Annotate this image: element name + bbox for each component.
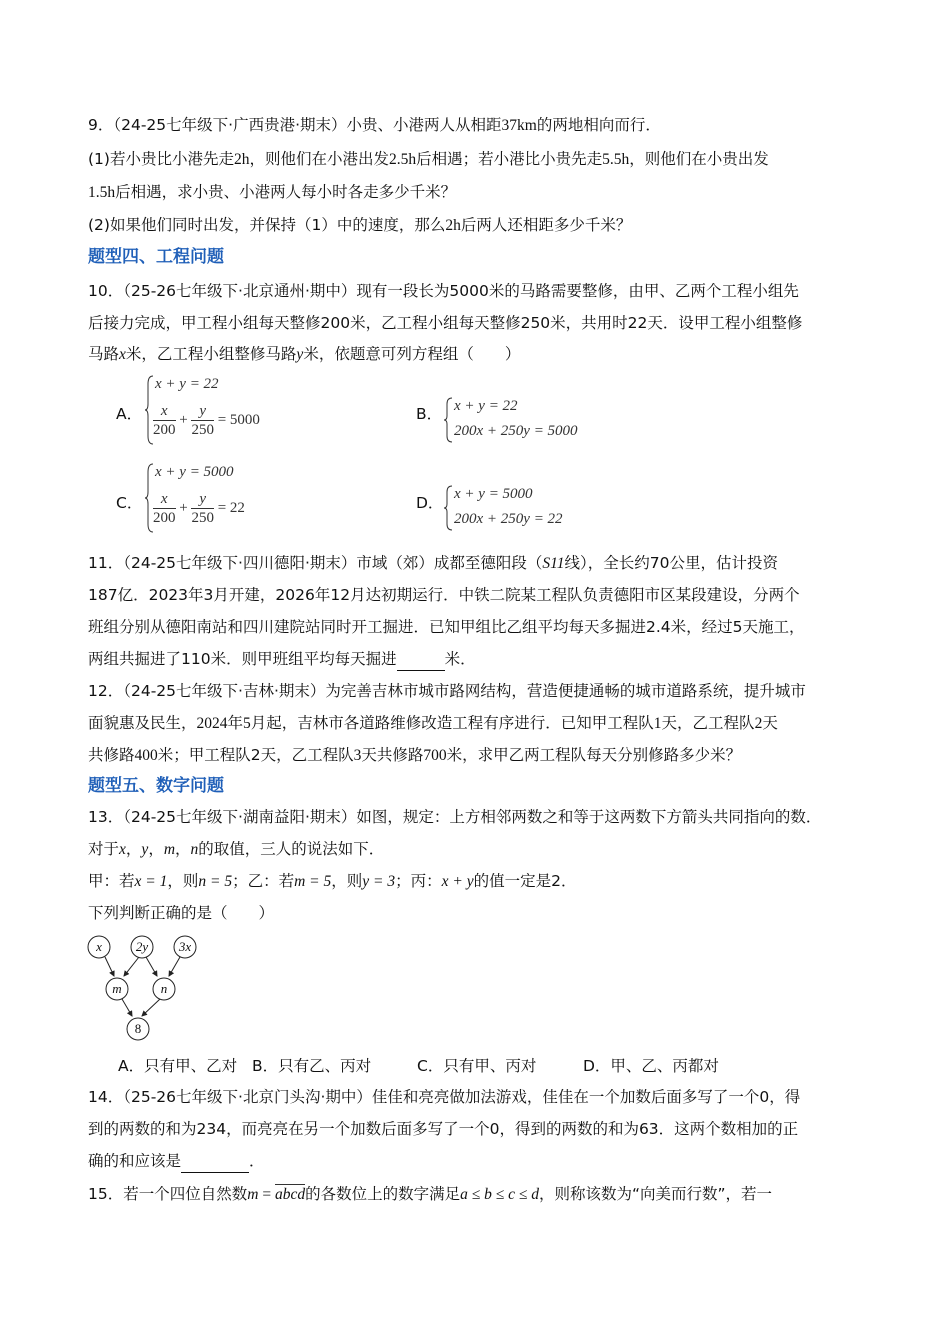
q10-c-frac-x-num: x — [153, 490, 176, 509]
q10-c-plus: + — [179, 499, 188, 516]
q9-part1-cont: 1.5h后相遇，求小贵、小港两人每小时各走多少千米？ — [88, 183, 457, 201]
q10-option-d-label[interactable]: D． — [416, 494, 444, 512]
q10-d-eq1: x + y = 5000 — [454, 486, 533, 502]
q13-option-a[interactable]: A．只有甲、乙对 — [118, 1057, 238, 1075]
q10-a-frac-x-den: 200 — [153, 422, 176, 438]
q13-option-d[interactable]: D．甲、乙、丙都对 — [583, 1057, 719, 1075]
q10-c-frac-y-den: 250 — [191, 510, 214, 526]
node-x-label: x — [96, 939, 102, 954]
q10-c-rhs: = 22 — [217, 499, 245, 516]
q13-line3: 甲：若x = 1，则n = 5；乙：若m = 5，则y = 3；丙：x + y的值一定是2． — [88, 872, 577, 890]
q13-line2: 对于x，y，m，n的取值，三人的说法如下． — [88, 840, 385, 858]
q15-line1: 15．若一个四位自然数m = abcd的各数位上的数字满足a ≤ b ≤ c ≤ d，则称该数为“向美而行数”，若一 — [88, 1185, 773, 1203]
q11-line2: 187亿．2023年3月开建，2026年12月达初期运行．中铁二院某工程队负责德阳市区某段建设，分两个 — [88, 586, 800, 604]
q9-part2: (2)如果他们同时出发，并保持（1）中的速度，那么2h后两人还相距多少千米？ — [88, 216, 632, 234]
q10-option-b-label[interactable]: B． — [416, 405, 443, 423]
node-n-label: n — [160, 981, 168, 996]
node-2y-label: 2y — [135, 939, 149, 954]
q10-b-eq2: 200x + 250y = 5000 — [454, 423, 578, 439]
q13-line4: 下列判断正确的是（ ） — [88, 904, 275, 922]
q10-line1: 10．（25-26七年级下·北京通州·期中）现有一段长为5000米的马路需要整修，由甲、乙两个工程小组先 — [88, 282, 799, 300]
heading-number: 题型五、数字问题 — [88, 776, 224, 796]
q9-part1: (1)若小贵比小港先走2h，则他们在小港出发2.5h后相遇；若小港比小贵先走5.5h，则他们在小贵出发 — [88, 150, 769, 168]
q10-c-frac-x-den: 200 — [153, 510, 176, 526]
q10-c-frac-y-num: y — [191, 490, 214, 509]
q10-option-b-system — [444, 396, 614, 446]
q10-a-plus: + — [179, 411, 188, 428]
q10-option-a-system — [145, 374, 305, 446]
q11-line3: 班组分别从德阳南站和四川建院站同时开工掘进．已知甲组比乙组平均每天多掘进2.4米，经过5天施工， — [88, 618, 805, 636]
q10-a-eq1: x + y = 22 — [155, 376, 219, 392]
q10-option-c-label[interactable]: C． — [116, 494, 143, 512]
q13-diagram — [84, 933, 224, 1045]
q13-line1: 13．（24-25七年级下·湖南益阳·期末）如图，规定：上方相邻两数之和等于这两数下方箭头共同指向的数． — [88, 808, 822, 826]
node-8-label: 8 — [134, 1021, 142, 1036]
q10-line2: 后接力完成，甲工程小组每天整修200米，乙工程小组每天整修250米，共用时22天．设甲工程小组整修 — [88, 314, 803, 332]
node-m-label: m — [112, 981, 122, 996]
q9-line1: 9．（24-25七年级下·广西贵港·期末）小贵、小港两人从相距37km的两地相向而行． — [88, 116, 661, 134]
q12-line3: 共修路400米；甲工程队2天，乙工程队3天共修路700米，求甲乙两工程队每天分别修路多少米？ — [88, 746, 742, 764]
q10-a-rhs: = 5000 — [217, 411, 260, 428]
q10-c-eq1: x + y = 5000 — [155, 464, 234, 480]
brace-icon — [444, 396, 454, 444]
node-3x-label: 3x — [178, 939, 192, 954]
answer-blank[interactable] — [181, 1150, 249, 1173]
q12-line2: 面貌惠及民生，2024年5月起，吉林市各道路维修改造工程有序进行．已知甲工程队1天，乙工程队2天 — [88, 714, 778, 732]
overline-digits: abcd — [274, 1186, 306, 1203]
answer-blank[interactable] — [397, 648, 445, 671]
q10-option-d-system — [444, 484, 614, 534]
q14-line1: 14．（25-26七年级下·北京门头沟·期中）佳佳和亮亮做加法游戏，佳佳在一个加数后面多写了一个0，得 — [88, 1088, 801, 1106]
q10-line3: 马路x米，乙工程小组整修马路y米，依题意可列方程组（ ） — [88, 345, 521, 363]
q10-b-eq1: x + y = 22 — [454, 398, 518, 414]
q10-a-frac-x-num: x — [153, 402, 176, 421]
q13-option-c[interactable]: C．只有甲、丙对 — [417, 1057, 537, 1075]
q12-line1: 12．（24-25七年级下·吉林·期末）为完善吉林市城市路网结构，营造便捷通畅的城市道路系统，提升城市 — [88, 682, 806, 700]
q14-line3: 确的和应该是 ． — [88, 1150, 265, 1173]
q11-line4: 两组共掘进了110米．则甲班组平均每天掘进 米． — [88, 648, 476, 671]
q10-a-frac-y-num: y — [191, 402, 214, 421]
q10-a-frac-y-den: 250 — [191, 422, 214, 438]
q10-option-c-system — [145, 462, 315, 534]
q13-option-b[interactable]: B．只有乙、丙对 — [252, 1057, 372, 1075]
q11-line1: 11．（24-25七年级下·四川德阳·期末）市域（郊）成都至德阳段（S11线），全长约70公里，估计投资 — [88, 554, 778, 572]
q14-line2: 到的两数的和为234，而亮亮在另一个加数后面多写了一个0，得到的两数的和为63．这两个数相加的正 — [88, 1120, 799, 1138]
brace-icon — [444, 484, 454, 532]
q10-d-eq2: 200x + 250y = 22 — [454, 511, 563, 527]
q10-option-a-label[interactable]: A． — [116, 405, 143, 423]
heading-engineering: 题型四、工程问题 — [88, 247, 224, 267]
